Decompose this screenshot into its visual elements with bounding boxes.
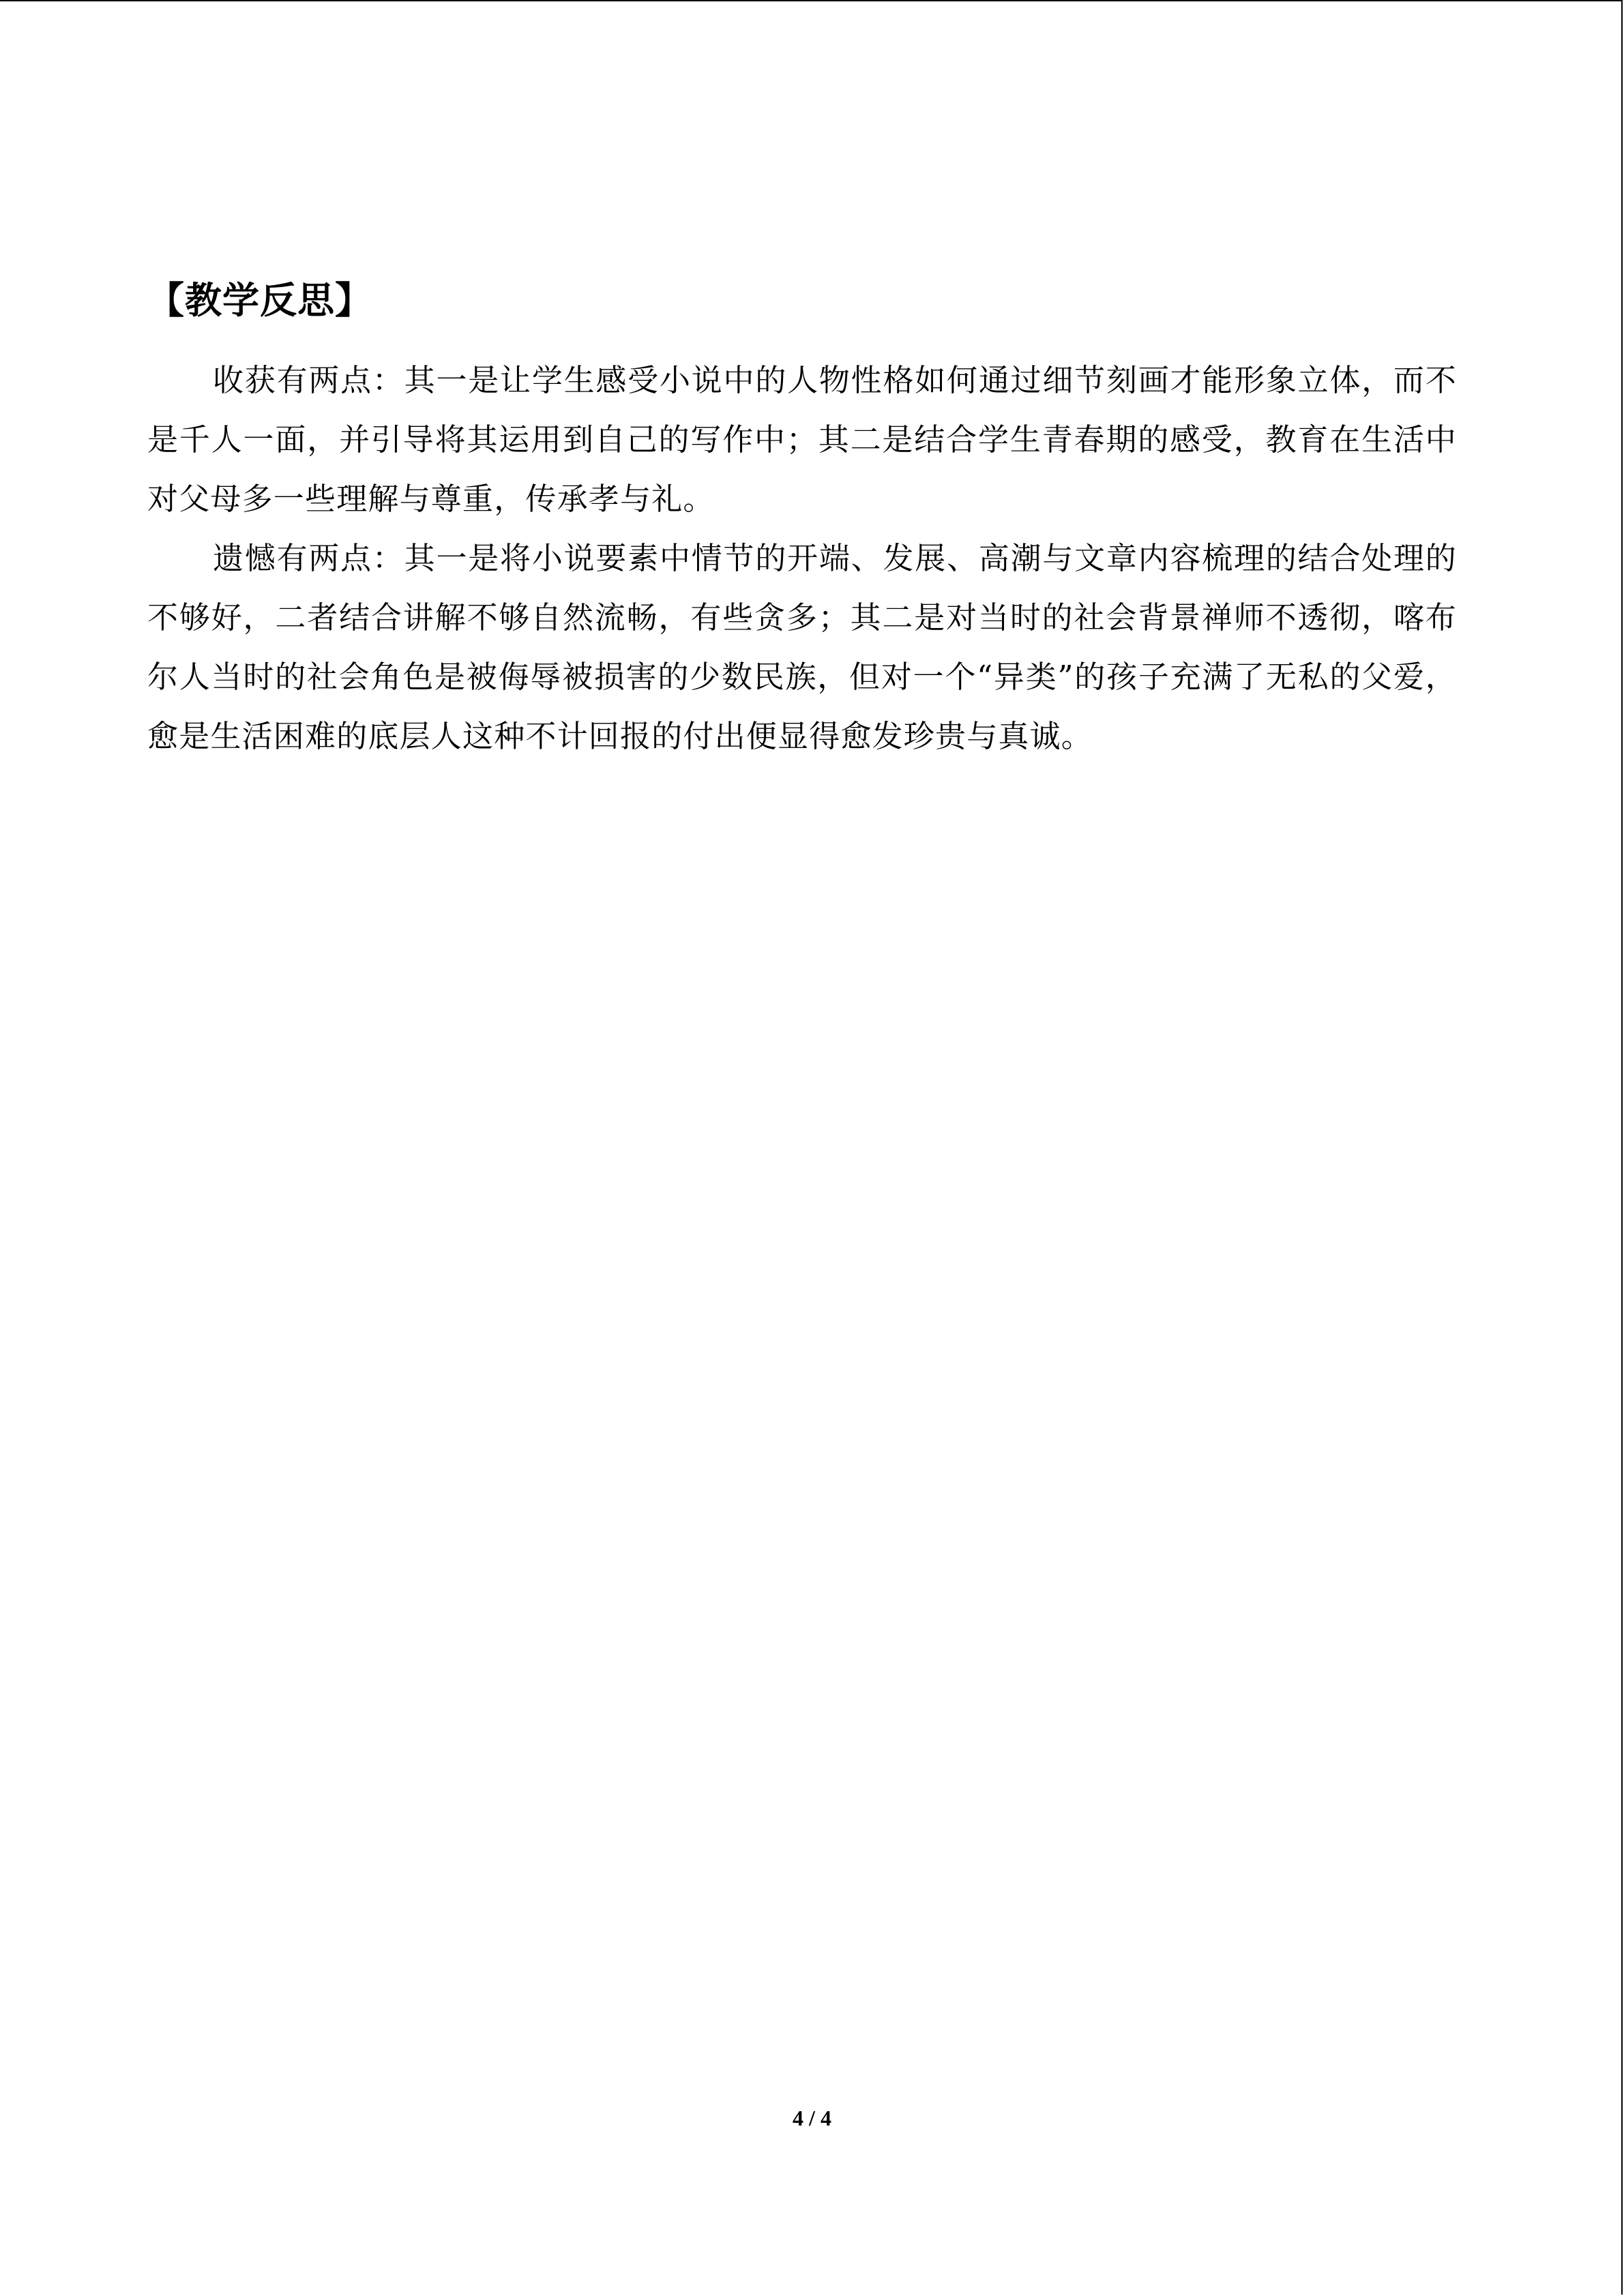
paragraph-gains: 收获有两点：其一是让学生感受小说中的人物性格如何通过细节刻画才能形象立体，而不是千人一面，并引导将其运用到自己的写作中；其二是结合学生青春期的感受，教育在生活中对父母多一些理解与尊重，传承孝与礼。: [147, 362, 1457, 517]
document-body: [147, 271, 1457, 766]
paragraph-regrets: 遗憾有两点：其一是将小说要素中情节的开端、发展、高潮与文章内容梳理的结合处理的不够好，二者结合讲解不够自然流畅，有些贪多；其二是对当时的社会背景禅师不透彻，喀布尔人当时的社会角色是被侮辱被损害的少数民族，但对一个“异类”的孩子充满了无私的父爱，愈是生活困难的底层人这种不计回报的付出便显得愈发珍贵与真诚。: [147, 540, 1457, 754]
page-number: 4 / 4: [793, 2106, 831, 2130]
section-heading: 【教学反思】: [147, 279, 372, 322]
